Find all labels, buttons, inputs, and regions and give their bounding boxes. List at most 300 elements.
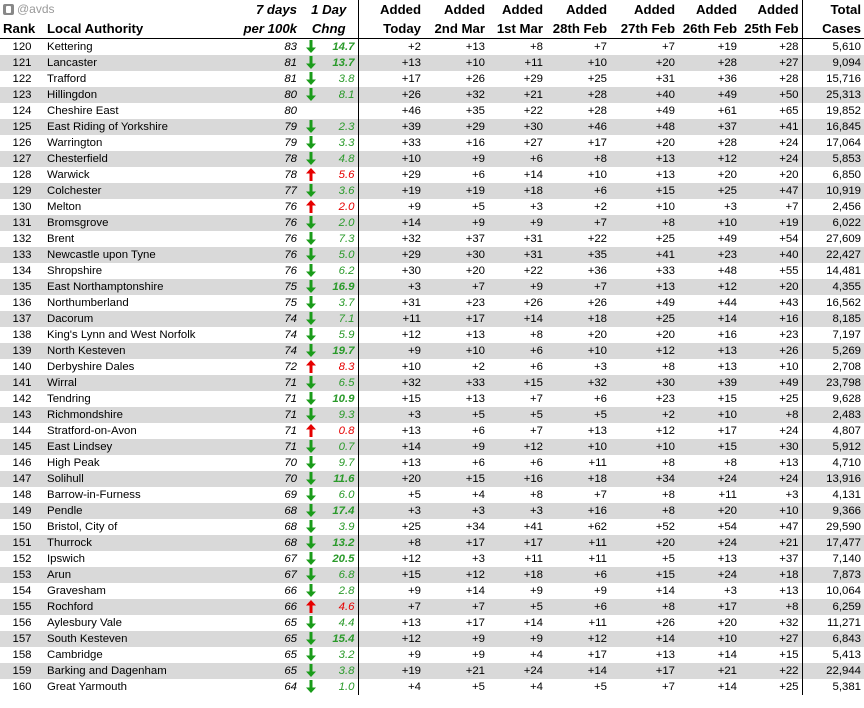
table-row (0, 87, 864, 103)
added-today-cell: +3 (358, 407, 424, 423)
total-cases-cell: 10,919 (802, 183, 864, 199)
total-cases-cell: 25,313 (802, 87, 864, 103)
added-27th-feb-cell: +13 (655, 168, 676, 181)
total-cases-cell: 2,483 (802, 407, 864, 423)
total-cases-cell: 5,381 (802, 679, 864, 695)
table-row (0, 423, 864, 439)
added-28th-feb-cell: +11 (588, 552, 608, 565)
local-authority-cell: Barking and Dagenham (44, 663, 224, 679)
added-28th-feb-cell: +6 (594, 392, 608, 405)
table-row (0, 455, 864, 471)
added-today-cell: +19 (358, 663, 424, 679)
local-authority-cell: Thurrock (44, 535, 224, 551)
added-2nd-mar-cell: +6 (472, 424, 486, 437)
one-day-change-cell: 3.3 (338, 136, 355, 149)
one-day-change-cell: 5.6 (338, 168, 355, 181)
header-added-6: Added (695, 1, 738, 17)
rank-cell: 153 (0, 567, 44, 583)
per100k-cell: 81 (224, 55, 300, 71)
added-25th-feb-cell: +47 (740, 183, 802, 199)
change-arrow-cell (300, 583, 322, 599)
added-25th-feb-cell: +24 (779, 424, 799, 437)
one-day-change-cell: 1.0 (338, 680, 355, 693)
added-26th-feb-cell: +14 (717, 680, 738, 693)
added-27th-feb-cell: +8 (610, 503, 678, 519)
local-authority-cell: Barrow-in-Furness (47, 488, 141, 501)
total-cases-cell: 7,197 (802, 327, 864, 343)
arrow-down-icon (306, 248, 316, 261)
arrow-down-icon (306, 152, 316, 165)
table-row (0, 311, 864, 327)
rank-cell: 127 (0, 151, 44, 167)
added-26th-feb-cell: +16 (717, 328, 738, 341)
added-25th-feb-cell: +27 (740, 55, 802, 71)
one-day-change-cell: 3.8 (322, 663, 358, 679)
header-added-3: Added (501, 1, 544, 17)
added-today-cell: +19 (358, 183, 424, 199)
added-25th-feb-cell: +28 (779, 72, 799, 85)
arrow-down-icon (306, 184, 316, 197)
table-row (0, 151, 864, 167)
local-authority-cell: Solihull (44, 471, 224, 487)
total-cases-cell: 4,355 (802, 279, 864, 295)
added-2nd-mar-cell: +10 (424, 343, 488, 359)
added-27th-feb-cell: +2 (610, 407, 678, 423)
change-arrow-cell (300, 631, 322, 647)
per100k-cell: 68 (224, 535, 300, 551)
added-28th-feb-cell: +14 (546, 663, 610, 679)
added-26th-feb-cell: +10 (678, 407, 740, 423)
added-1st-mar-cell: +8 (530, 40, 544, 53)
arrow-down-icon (306, 328, 316, 341)
added-27th-feb-cell: +8 (662, 360, 676, 373)
rank-cell: 147 (0, 471, 44, 487)
added-27th-feb-cell: +10 (610, 439, 678, 455)
local-authority-cell: Cambridge (47, 648, 103, 661)
change-arrow-cell (300, 215, 322, 231)
total-cases-cell: 23,798 (802, 375, 864, 391)
added-28th-feb-cell: +46 (546, 119, 610, 135)
added-1st-mar-cell: +26 (523, 296, 544, 309)
local-authority-cell: South Kesteven (44, 631, 224, 647)
added-28th-feb-cell: +13 (587, 424, 608, 437)
added-28th-feb-cell: +32 (546, 375, 610, 391)
added-27th-feb-cell: +20 (610, 55, 678, 71)
added-25th-feb-cell: +23 (779, 328, 799, 341)
added-26th-feb-cell: +24 (678, 567, 740, 583)
change-arrow-cell (300, 455, 322, 471)
per100k-cell: 83 (284, 40, 297, 53)
header-rank: Rank (0, 20, 44, 39)
local-authority-cell: Cheshire East (47, 104, 119, 117)
table-row (0, 215, 864, 231)
per100k-cell: 68 (284, 520, 297, 533)
added-today-cell: +31 (358, 295, 424, 311)
arrow-down-icon (306, 680, 316, 693)
added-1st-mar-cell: +7 (530, 424, 544, 437)
added-28th-feb-cell: +17 (587, 648, 608, 661)
added-today-cell: +9 (358, 647, 424, 663)
added-2nd-mar-cell: +37 (465, 232, 486, 245)
arrow-down-icon (306, 648, 316, 661)
table-row (0, 567, 864, 583)
change-arrow-cell (300, 663, 322, 679)
added-2nd-mar-cell: +13 (465, 40, 486, 53)
one-day-change-cell: 19.7 (322, 343, 358, 359)
table-row (0, 551, 864, 567)
change-arrow-cell (300, 55, 322, 71)
arrow-down-icon (306, 56, 316, 69)
added-25th-feb-cell: +43 (779, 296, 799, 309)
total-cases-cell: 4,131 (802, 487, 864, 503)
change-arrow-cell (300, 38, 322, 55)
local-authority-cell: Aylesbury Vale (47, 616, 122, 629)
table-row (0, 407, 864, 423)
added-26th-feb-cell: +49 (717, 232, 738, 245)
change-arrow-cell (300, 199, 322, 215)
added-28th-feb-cell: +18 (546, 471, 610, 487)
added-27th-feb-cell: +34 (610, 471, 678, 487)
added-27th-feb-cell: +17 (610, 663, 678, 679)
local-authority-cell: King's Lynn and West Norfolk (47, 328, 196, 341)
per100k-cell: 66 (284, 584, 297, 597)
change-arrow-cell (300, 407, 322, 423)
per100k-cell: 67 (224, 567, 300, 583)
change-arrow-cell (300, 103, 322, 119)
table-row (0, 167, 864, 183)
added-26th-feb-cell: +13 (717, 360, 738, 373)
change-arrow-cell (300, 519, 322, 535)
one-day-change-cell: 4.4 (338, 616, 355, 629)
table-row (0, 471, 864, 487)
added-1st-mar-cell: +9 (488, 631, 546, 647)
added-1st-mar-cell: +14 (523, 168, 544, 181)
added-today-cell: +10 (358, 359, 424, 375)
header-col-today: Today (358, 20, 424, 39)
rank-cell: 123 (0, 87, 44, 103)
arrow-down-icon (306, 552, 316, 565)
added-26th-feb-cell: +8 (724, 456, 738, 469)
one-day-change-cell: 4.8 (322, 151, 358, 167)
added-today-cell: +10 (358, 151, 424, 167)
added-1st-mar-cell: +3 (488, 503, 546, 519)
added-today-cell: +9 (358, 583, 424, 599)
local-authority-cell: Bromsgrove (44, 215, 224, 231)
added-26th-feb-cell: +12 (678, 279, 740, 295)
change-arrow-cell (300, 135, 322, 151)
change-arrow-cell (300, 279, 322, 295)
added-1st-mar-cell: +22 (523, 264, 544, 277)
rank-cell: 157 (0, 631, 44, 647)
added-27th-feb-cell: +5 (662, 552, 676, 565)
rank-cell: 122 (12, 72, 32, 85)
per100k-cell: 72 (284, 360, 297, 373)
table-row (0, 38, 864, 55)
added-2nd-mar-cell: +19 (424, 183, 488, 199)
change-arrow-cell (300, 679, 322, 695)
header-total: Total (802, 0, 864, 20)
local-authority-cell: Wirral (44, 375, 224, 391)
added-28th-feb-cell: +6 (546, 599, 610, 615)
one-day-change-cell: 3.7 (338, 296, 355, 309)
change-arrow-cell (300, 87, 322, 103)
added-27th-feb-cell: +12 (610, 343, 678, 359)
one-day-change-cell: 0.7 (322, 439, 358, 455)
arrow-down-icon (306, 584, 316, 597)
header-col-26th-feb: 26th Feb (678, 20, 740, 39)
local-authority-cell: Trafford (47, 72, 87, 85)
local-authority-cell: Ipswich (47, 552, 85, 565)
one-day-change-cell: 7.3 (338, 232, 355, 245)
added-1st-mar-cell: +18 (488, 567, 546, 583)
added-1st-mar-cell: +41 (523, 520, 544, 533)
one-day-change-cell: 3.8 (338, 72, 355, 85)
added-28th-feb-cell: +10 (546, 439, 610, 455)
added-2nd-mar-cell: +9 (424, 215, 488, 231)
one-day-change-cell: 6.5 (322, 375, 358, 391)
added-1st-mar-cell: +14 (523, 616, 544, 629)
per100k-cell: 76 (224, 247, 300, 263)
local-authority-cell: Bristol, City of (47, 520, 118, 533)
rank-cell: 148 (12, 488, 32, 501)
arrow-down-icon (306, 216, 316, 229)
change-arrow-cell (300, 151, 322, 167)
total-cases-cell: 10,064 (802, 583, 864, 599)
added-28th-feb-cell: +62 (587, 520, 608, 533)
added-28th-feb-cell: +35 (546, 247, 610, 263)
table-row (0, 615, 864, 631)
change-arrow-cell (300, 503, 322, 519)
added-25th-feb-cell: +24 (740, 471, 802, 487)
added-27th-feb-cell: +13 (610, 279, 678, 295)
per100k-cell: 74 (284, 328, 297, 341)
total-cases-cell: 5,912 (802, 439, 864, 455)
per100k-cell: 70 (224, 471, 300, 487)
added-27th-feb-cell: +20 (610, 535, 678, 551)
per100k-cell: 78 (224, 151, 300, 167)
added-25th-feb-cell: +25 (779, 392, 799, 405)
added-28th-feb-cell: +6 (546, 567, 610, 583)
local-authority-cell: East Northamptonshire (44, 279, 224, 295)
rank-cell: 126 (12, 136, 32, 149)
added-28th-feb-cell: +5 (594, 680, 608, 693)
added-27th-feb-cell: +8 (610, 599, 678, 615)
added-2nd-mar-cell: +33 (424, 375, 488, 391)
added-25th-feb-cell: +49 (740, 375, 802, 391)
arrow-down-icon (306, 280, 316, 293)
added-25th-feb-cell: +24 (779, 136, 799, 149)
added-today-cell: +2 (358, 38, 424, 55)
local-authority-cell: Melton (47, 200, 82, 213)
table-row (0, 55, 864, 71)
table-row (0, 71, 864, 87)
one-day-change-cell: 2.3 (322, 119, 358, 135)
change-arrow-cell (300, 167, 322, 183)
added-2nd-mar-cell: +7 (424, 279, 488, 295)
per100k-cell: 65 (284, 616, 297, 629)
total-cases-cell: 27,609 (802, 231, 864, 247)
rank-cell: 146 (12, 456, 32, 469)
added-1st-mar-cell: +4 (530, 648, 544, 661)
added-26th-feb-cell: +21 (678, 663, 740, 679)
added-1st-mar-cell: +31 (523, 232, 544, 245)
added-28th-feb-cell: +11 (588, 456, 608, 469)
added-2nd-mar-cell: +2 (472, 360, 486, 373)
added-25th-feb-cell: +20 (740, 279, 802, 295)
rank-cell: 150 (12, 520, 32, 533)
arrow-down-icon (306, 88, 316, 101)
per100k-cell: 76 (224, 215, 300, 231)
total-cases-cell: 2,456 (802, 199, 864, 215)
header-col-25th-feb: 25th Feb (740, 20, 802, 39)
total-cases-cell: 9,094 (802, 55, 864, 71)
added-28th-feb-cell: +22 (587, 232, 608, 245)
added-28th-feb-cell: +6 (546, 183, 610, 199)
added-today-cell: +12 (358, 327, 424, 343)
local-authority-cell: Kettering (47, 40, 93, 53)
total-cases-cell: 22,944 (802, 663, 864, 679)
added-2nd-mar-cell: +17 (424, 311, 488, 327)
table-row (0, 103, 864, 119)
arrow-down-icon (306, 536, 316, 549)
added-2nd-mar-cell: +21 (424, 663, 488, 679)
table-row (0, 391, 864, 407)
added-today-cell: +7 (358, 599, 424, 615)
added-27th-feb-cell: +8 (662, 488, 676, 501)
added-27th-feb-cell: +33 (655, 264, 676, 277)
rank-cell: 140 (12, 360, 32, 373)
rank-cell: 132 (12, 232, 32, 245)
per100k-cell: 71 (224, 407, 300, 423)
added-today-cell: +5 (358, 487, 424, 503)
local-authority-cell: Arun (44, 567, 224, 583)
added-27th-feb-cell: +10 (655, 200, 676, 213)
added-28th-feb-cell: +10 (587, 168, 608, 181)
local-authority-cell: Newcastle upon Tyne (44, 247, 224, 263)
added-2nd-mar-cell: +13 (465, 328, 486, 341)
added-2nd-mar-cell: +20 (465, 264, 486, 277)
change-arrow-cell (300, 615, 322, 631)
added-1st-mar-cell: +29 (523, 72, 544, 85)
total-cases-cell: 6,259 (802, 599, 864, 615)
added-2nd-mar-cell: +5 (472, 200, 486, 213)
table-row (0, 279, 864, 295)
per100k-cell: 80 (284, 104, 297, 117)
added-26th-feb-cell: +61 (717, 104, 738, 117)
added-2nd-mar-cell: +35 (465, 104, 486, 117)
added-1st-mar-cell: +6 (488, 343, 546, 359)
change-arrow-cell (300, 423, 322, 439)
added-today-cell: +15 (358, 391, 424, 407)
rank-cell: 152 (12, 552, 32, 565)
arrow-down-icon (306, 136, 316, 149)
added-25th-feb-cell: +32 (779, 616, 799, 629)
one-day-change-cell: 4.6 (322, 599, 358, 615)
added-27th-feb-cell: +20 (655, 136, 676, 149)
added-28th-feb-cell: +16 (546, 503, 610, 519)
added-1st-mar-cell: +17 (488, 535, 546, 551)
rank-cell: 121 (0, 55, 44, 71)
total-cases-cell: 15,716 (802, 71, 864, 87)
per100k-cell: 79 (224, 119, 300, 135)
added-25th-feb-cell: +20 (779, 168, 799, 181)
added-2nd-mar-cell: +6 (472, 168, 486, 181)
arrow-down-icon (306, 344, 316, 357)
one-day-change-cell: 17.4 (322, 503, 358, 519)
change-arrow-cell (300, 343, 322, 359)
added-today-cell: +3 (358, 503, 424, 519)
one-day-change-cell (322, 103, 358, 119)
per100k-cell: 76 (284, 200, 297, 213)
rank-cell: 136 (12, 296, 32, 309)
per100k-cell: 74 (224, 311, 300, 327)
added-today-cell: +32 (358, 375, 424, 391)
added-1st-mar-cell: +8 (530, 488, 544, 501)
added-today-cell: +14 (358, 439, 424, 455)
local-authority-cell: Colchester (44, 183, 224, 199)
added-2nd-mar-cell: +10 (424, 55, 488, 71)
per100k-cell: 68 (224, 503, 300, 519)
change-arrow-cell (300, 327, 322, 343)
added-26th-feb-cell: +25 (678, 183, 740, 199)
added-1st-mar-cell: +6 (488, 151, 546, 167)
header-per100k: per 100k (224, 20, 300, 39)
rank-cell: 125 (0, 119, 44, 135)
one-day-change-cell: 2.0 (322, 215, 358, 231)
one-day-change-cell: 20.5 (332, 552, 355, 565)
added-28th-feb-cell: +11 (588, 616, 608, 629)
local-authority-cell: Great Yarmouth (47, 680, 127, 693)
added-26th-feb-cell: +15 (717, 392, 738, 405)
added-25th-feb-cell: +21 (740, 535, 802, 551)
per100k-cell: 70 (284, 456, 297, 469)
table-row (0, 199, 864, 215)
added-27th-feb-cell: +26 (655, 616, 676, 629)
table-row (0, 263, 864, 279)
table-row (0, 135, 864, 151)
added-26th-feb-cell: +20 (717, 168, 738, 181)
change-arrow-cell (300, 231, 322, 247)
added-1st-mar-cell: +31 (488, 247, 546, 263)
added-26th-feb-cell: +17 (678, 599, 740, 615)
added-2nd-mar-cell: +14 (465, 584, 486, 597)
added-25th-feb-cell: +50 (740, 87, 802, 103)
added-28th-feb-cell: +26 (587, 296, 608, 309)
added-2nd-mar-cell: +15 (424, 471, 488, 487)
total-cases-cell: 6,022 (802, 215, 864, 231)
change-arrow-cell (300, 567, 322, 583)
arrow-up-icon (306, 360, 316, 373)
one-day-change-cell: 15.4 (322, 631, 358, 647)
header-local-authority: Local Authority (44, 20, 224, 39)
added-2nd-mar-cell: +9 (424, 151, 488, 167)
added-1st-mar-cell: +8 (530, 328, 544, 341)
table-row (0, 631, 864, 647)
added-28th-feb-cell: +7 (594, 488, 608, 501)
added-26th-feb-cell: +37 (678, 119, 740, 135)
one-day-change-cell: 8.3 (338, 360, 355, 373)
per100k-cell: 75 (224, 279, 300, 295)
change-arrow-cell (300, 375, 322, 391)
added-today-cell: +4 (358, 679, 424, 695)
added-26th-feb-cell: +3 (724, 200, 738, 213)
per100k-cell: 67 (284, 552, 297, 565)
rank-cell: 142 (12, 392, 32, 405)
arrow-down-icon (306, 264, 316, 277)
added-today-cell: +39 (358, 119, 424, 135)
total-cases-cell: 16,562 (802, 295, 864, 311)
per100k-cell: 69 (284, 488, 297, 501)
